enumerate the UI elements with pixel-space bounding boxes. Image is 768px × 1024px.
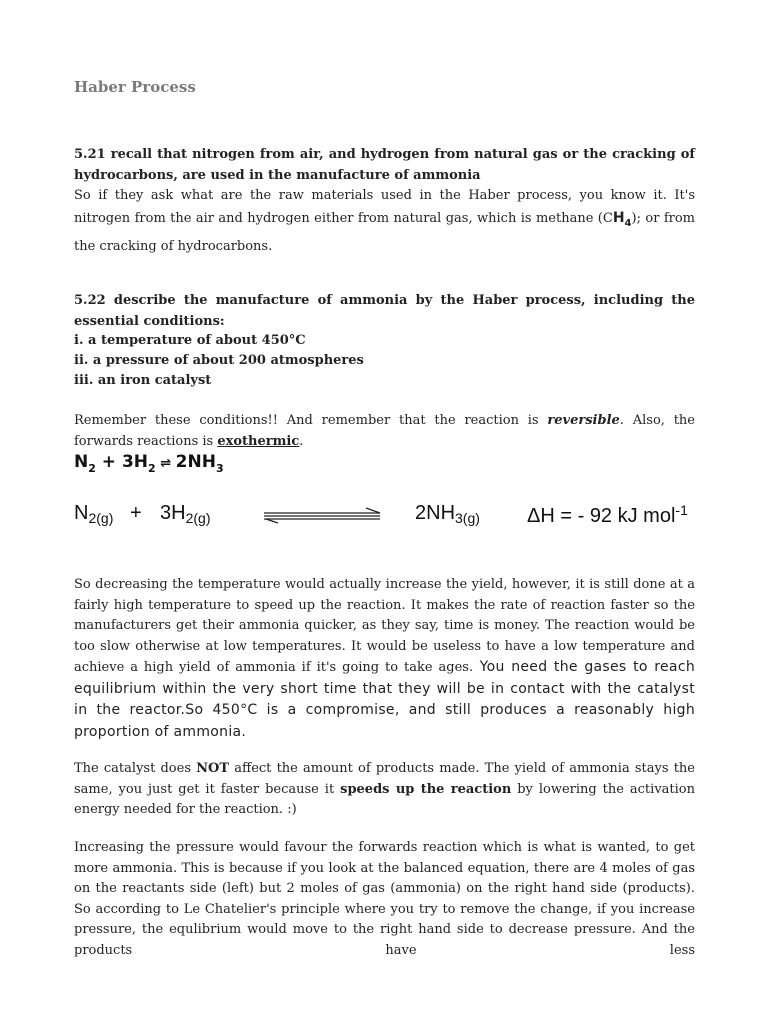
- section-522-heading: 5.22 describe the manufacture of ammonia by the Haber process, including the essential conditions:: [74, 293, 695, 329]
- product-nh3: $2NH_{3(g)}$: [415, 502, 480, 526]
- condition-catalyst: iii. an iron catalyst: [74, 373, 212, 388]
- remember-text: Remember these conditions!! And remember that the reaction is: [74, 413, 548, 428]
- not-word: NOT: [196, 761, 230, 776]
- temperature-paragraph: [74, 575, 695, 743]
- section-521-heading: 5.21 recall that nitrogen from air, and hydrogen from natural gas or the cracking of hydrocarbons, are used in the manufacture of ammonia: [74, 147, 695, 183]
- reversible-word: reversible: [547, 413, 620, 428]
- pressure-paragraph: Increasing the pressure would favour the forwards reaction which is what is wanted, to get more ammonia. This is because if you look at the balanced equation, there are 4 moles of gas on the reactants side (left) but 2 moles of gas (ammonia) on the right hand side (products). So according to Le Chatelier's principle where you try to remove the change, if you increase pressure, the equlibrium would move to the right hand side to decrease pressure. And the products have less: [74, 840, 695, 958]
- haber-equation-detailed: [72, 500, 702, 534]
- condition-temperature: i. a temperature of about 450°C: [74, 333, 306, 348]
- exothermic-word: exothermic: [217, 433, 300, 449]
- equilibrium-arrow-icon: [262, 504, 386, 528]
- temperature-text: So decreasing the temperature would actually increase the yield, however, it is still done at a fairly high temperature to speed up the reaction. It makes the rate of reaction faster so the manufacturers get their ammonia quicker, as they say, time is money. The reaction would be too slow otherwise at low temperatures. It would be useless to have a low temperature and achieve a high yield of ammonia if it's going to take ages.: [74, 577, 695, 675]
- section-521-body-end: ); or from the cracking of hydrocarbons.: [74, 211, 696, 254]
- methane-4: 4: [624, 218, 632, 229]
- methane-h: H: [612, 210, 625, 226]
- section-521-body: [74, 184, 695, 258]
- catalyst-end: by lowering the activation energy needed for the reaction. :): [74, 781, 695, 817]
- equilibrium-text: You need the gases to reach equilibrium within the very short time that they will be in contact with the catalyst in the reactor.So 450°C is a compromise, and still produces a reasonably high proportion of ammonia.: [74, 659, 695, 740]
- catalyst-text: The catalyst does: [74, 761, 197, 776]
- enthalpy-change: ΔH = - 92 kJ mol$^{-1}$: [527, 502, 688, 527]
- reactant-n2: $N_{2(g)}$: [74, 502, 114, 526]
- reactant-h2: $3H_{2(g)}$: [160, 502, 211, 526]
- condition-pressure: ii. a pressure of about 200 atmospheres: [74, 353, 364, 368]
- remember-end: .: [299, 433, 304, 449]
- remember-paragraph: [74, 411, 695, 452]
- catalyst-paragraph: [74, 759, 695, 821]
- plus-sign: +: [130, 502, 142, 524]
- page-title: Haber Process: [74, 78, 196, 96]
- catalyst-mid: affect the amount of products made. The yield of ammonia stays the same, you just get it faster because it: [74, 761, 695, 797]
- remember-mid: . Also, the forwards reactions is: [74, 413, 695, 449]
- section-521-body-text: So if they ask what are the raw materials used in the Haber process, you know it. It's nitrogen from the air and hydrogen either from natural gas, which is methane (C: [74, 188, 695, 226]
- speeds-up-phrase: speeds up the reaction: [340, 781, 512, 797]
- haber-equation-simple: $N_2 + 3H_2$ ⇌ $2NH_3$: [74, 452, 224, 475]
